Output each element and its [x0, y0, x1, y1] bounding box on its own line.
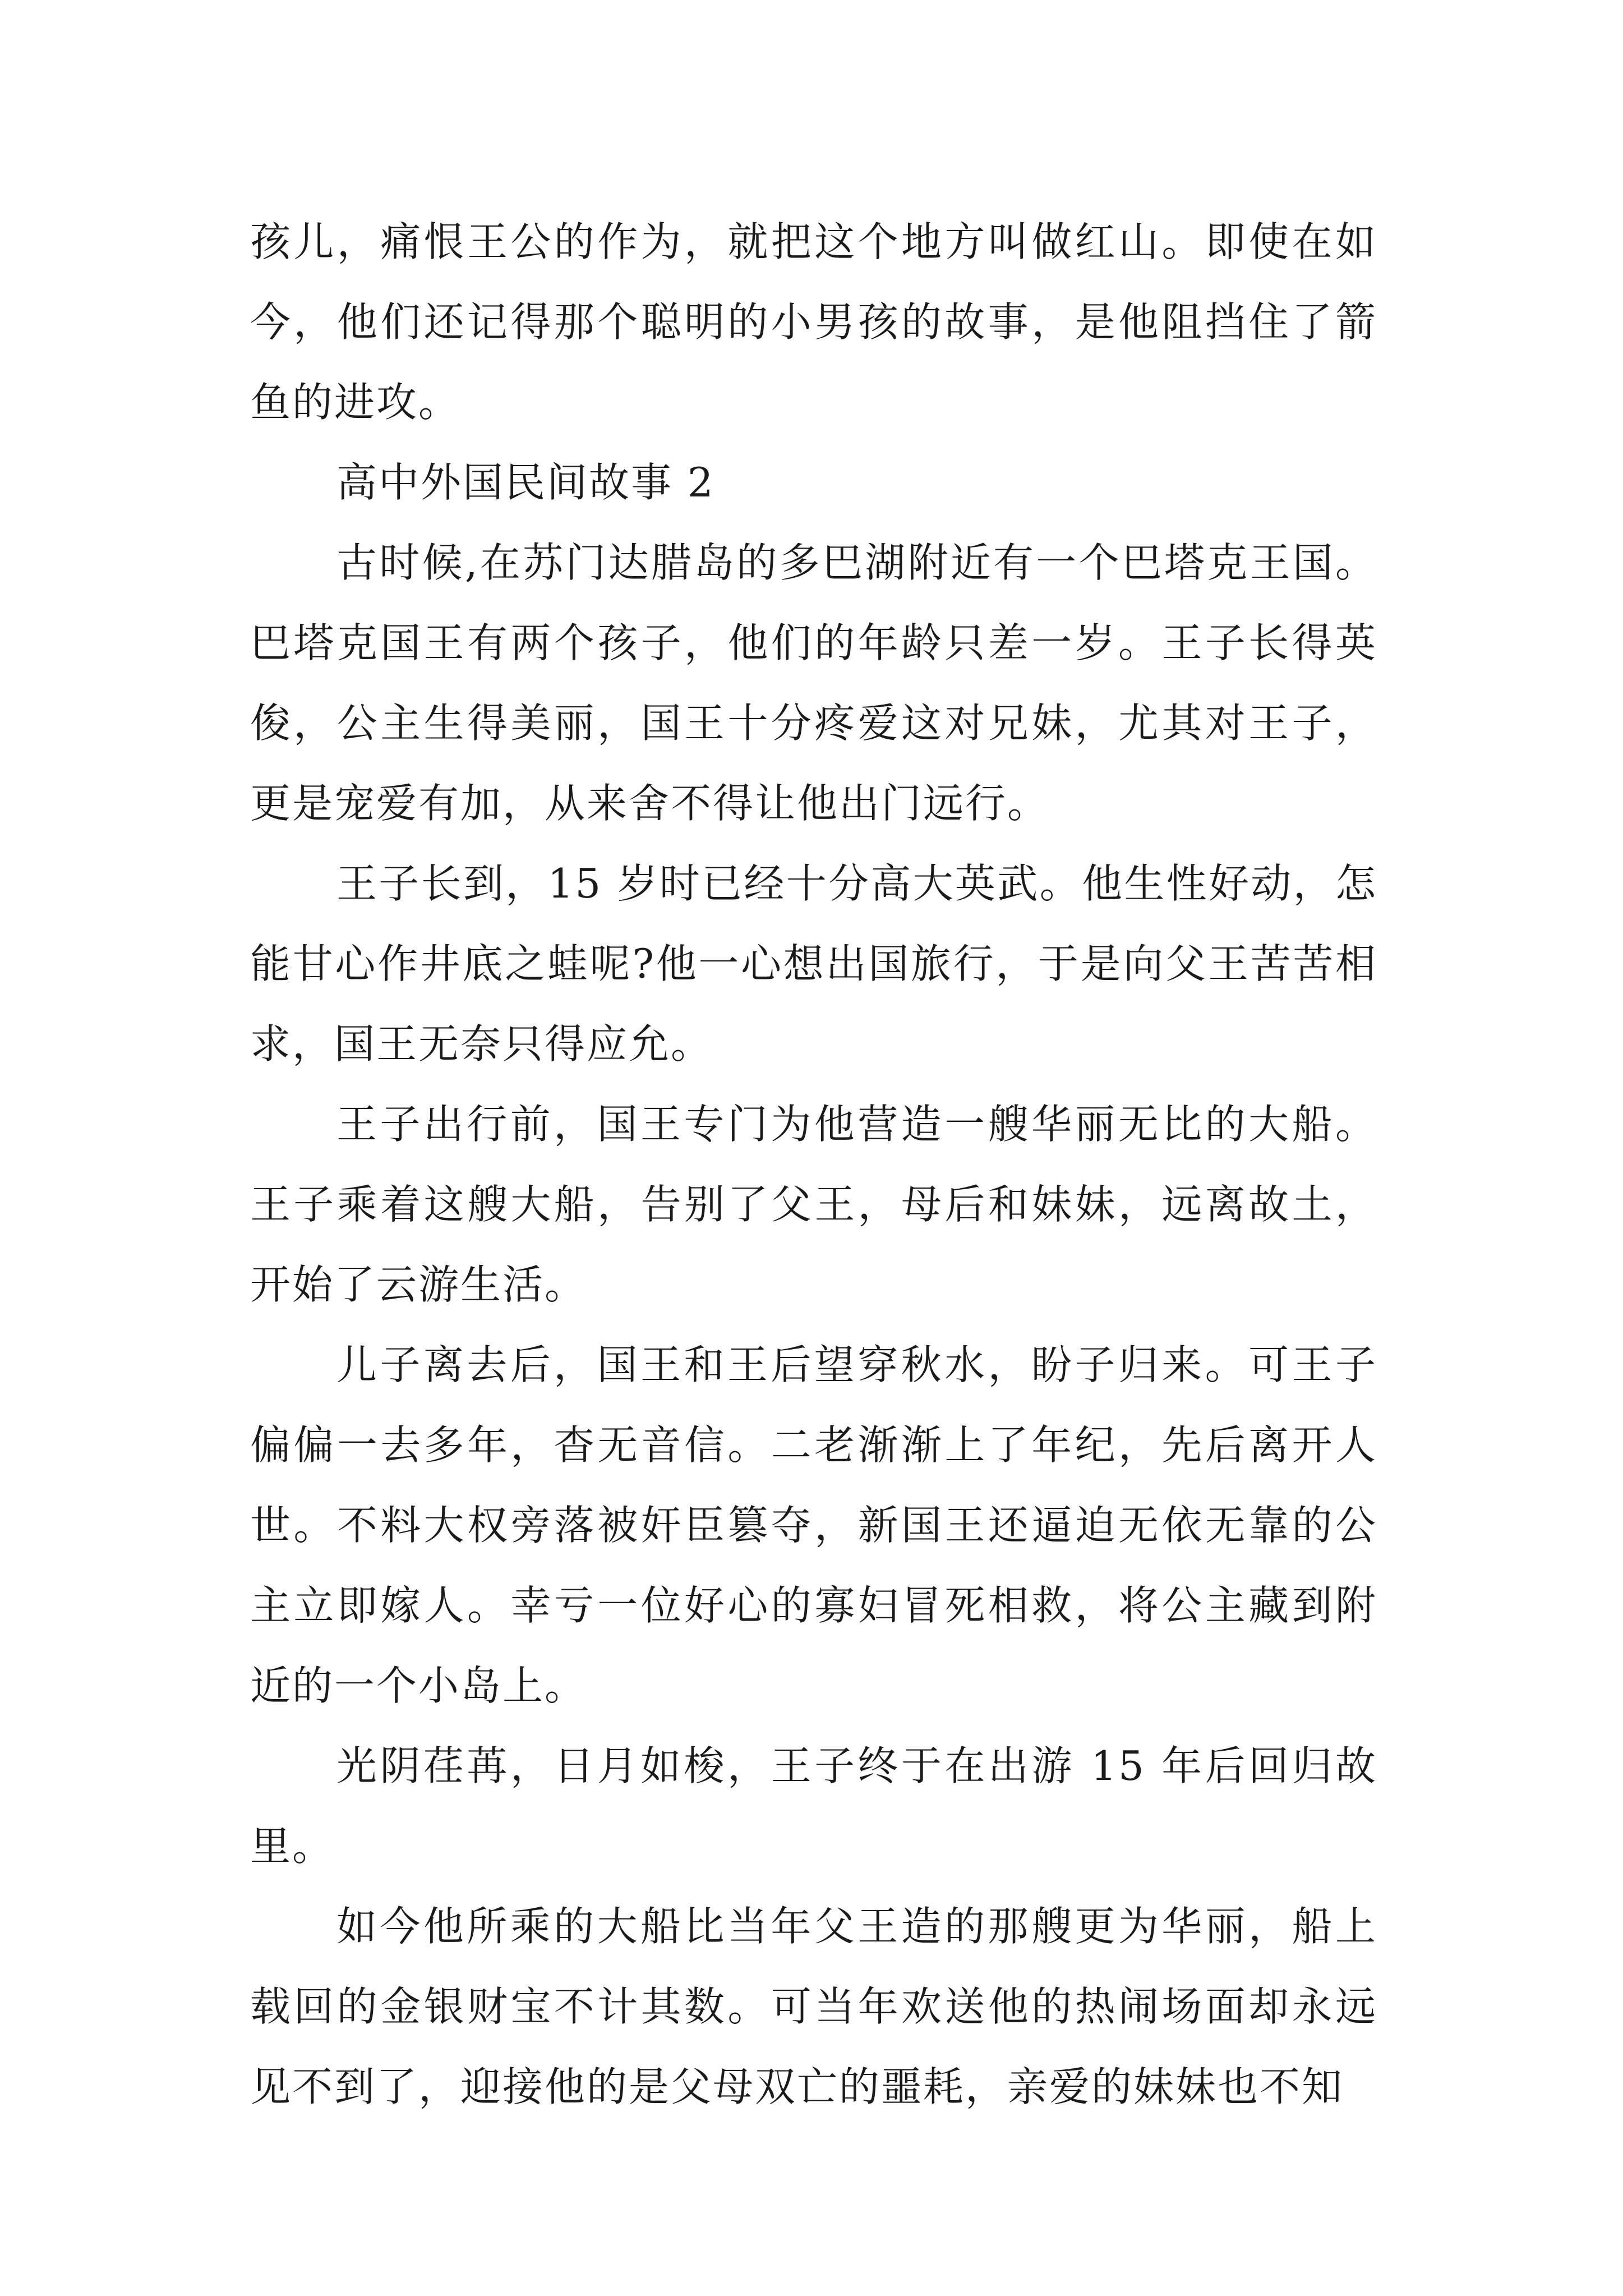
paragraph: 光阴荏苒，日月如梭，王子终于在出游 15 年后回归故里。 — [250, 1742, 1377, 1870]
paragraph: 如今他所乘的大船比当年父王造的那艘更为华丽，船上载回的金银财宝不计其数。可当年欢送他的热闹场面却永远见不到了，迎接他的是父母双亡的噩耗，亲爱的妹妹也不知 — [250, 1903, 1377, 2110]
section-heading: 高中外国民间故事 2 — [336, 459, 715, 506]
paragraph-continuation: 孩儿，痛恨王公的作为，就把这个地方叫做红山。即使在如今，他们还记得那个聪明的小男孩的故事，是他阻挡住了箭鱼的进攻。 — [250, 218, 1377, 426]
document-body — [250, 202, 1377, 2127]
paragraph: 王子长到，15 岁时已经十分高大英武。他生性好动，怎能甘心作井底之蛙呢?他一心想出国旅行，于是向父王苦苦相求，国王无奈只得应允。 — [250, 860, 1377, 1068]
paragraph: 王子出行前，国王专门为他营造一艘华丽无比的大船。王子乘着这艘大船，告别了父王，母后和妹妹，远离故土，开始了云游生活。 — [250, 1101, 1377, 1308]
paragraph: 古时候,在苏门达腊岛的多巴湖附近有一个巴塔克王国。巴塔克国王有两个孩子，他们的年龄只差一岁。王子长得英俊，公主生得美丽，国王十分疼爱这对兄妹，尤其对王子，更是宠爱有加，从来舍不得让他出门远行。 — [250, 539, 1377, 827]
paragraph: 儿子离去后，国王和王后望穿秋水，盼子归来。可王子偏偏一去多年，杳无音信。二老渐渐上了年纪，先后离开人世。不料大权旁落被奸臣篡夺，新国王还逼迫无依无靠的公主立即嫁人。幸亏一位好心的寡妇冒死相救，将公主藏到附近的一个小岛上。 — [250, 1341, 1377, 1709]
